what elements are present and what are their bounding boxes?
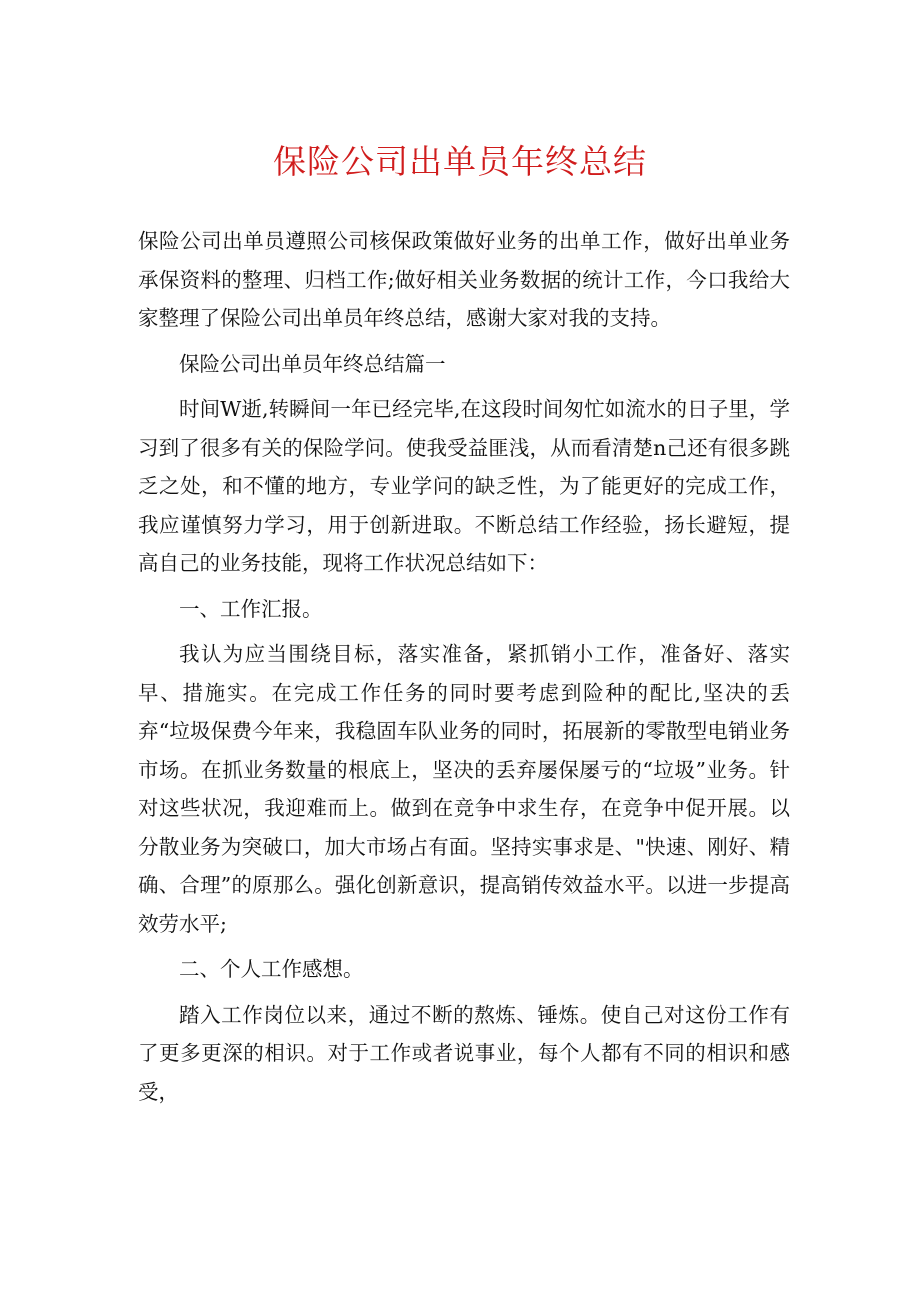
- document-body: [138, 222, 790, 1118]
- section-heading-work-report: 一、工作汇报。: [179, 596, 323, 621]
- intro-paragraph: 保险公司出单员遵照公司核保政策做好业务的出单工作，做好出单业务承保资料的整理、归档工作;做好相关业务数据的统计工作，今口我给大家整理了保险公司出单员年终总结，感谢大家对我的支持。: [138, 229, 790, 330]
- section-heading-part-one: 保险公司出单员年终总结篇一: [179, 351, 446, 376]
- document-title: 保险公司出单员年终总结: [273, 142, 647, 181]
- section-heading-personal-thoughts: 二、个人工作感想。: [179, 957, 364, 981]
- body-paragraph: 时间W逝,转瞬间一年已经完毕,在这段时间匆忙如流水的日子里，学习到了很多有关的保险学问。使我受益匪浅，从而看清楚n己还有很多跳乏之处，和不懂的地方，专业学问的缺乏性，为了能更好的完成工作，我应谨慎努力学习，用于创新进取。不断总结工作经验，扬长避短，提高自己的业务技能，现将工作状况总结如下：: [138, 397, 790, 575]
- body-paragraph: 我认为应当围绕目标，落实准备，紧抓销小工作，准备好、落实早、措施实。在完成工作任务的同时要考虑到险种的配比,坚决的丢弃“垃圾保费今年来，我稳固车队业务的同时，拓展新的零散型电销业务市场。在抓业务数量的根底上，坚决的丢弃屡保屡亏的“垃圾”业务。针对这些状况，我迎难而上。做到在竞争中求生存，在竞争中促开展。以分散业务为突破口，加大市场占有面。坚持实事求是、"快速、刚好、精确、合理”的原那么。强化创新意识，提高销传效益水平。以进一步提高效劳水平;: [138, 642, 790, 936]
- body-paragraph: 踏入工作岗位以来，通过不断的熬炼、锤炼。使自己对这份工作有了更多更深的相识。对于工作或者说事业，每个人都有不同的相识和感受，: [138, 1002, 790, 1104]
